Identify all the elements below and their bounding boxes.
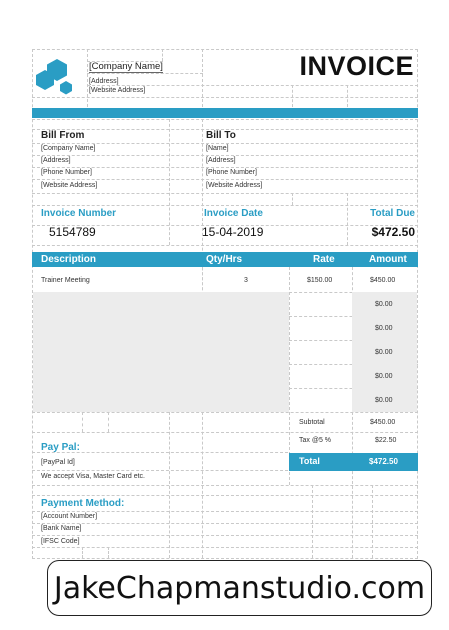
invoice-date-value: 15-04-2019 [202, 225, 264, 239]
subtotal-value: $450.00 [370, 419, 396, 426]
bill-from-heading: Bill From [41, 130, 85, 141]
payment-line: [Bank Name] [41, 525, 82, 532]
col-qty-header: Qty/Hrs [206, 254, 243, 265]
table-row-amount: $0.00 [375, 349, 393, 356]
table-row-amount: $0.00 [375, 397, 393, 404]
table-row-qty: 3 [244, 277, 248, 284]
header-accent-bar [32, 108, 418, 118]
total-value: $472.50 [369, 457, 398, 466]
table-row-rate: $150.00 [307, 277, 333, 284]
subtotal-label: Subtotal [299, 419, 325, 426]
invoice-title: INVOICE [299, 51, 414, 81]
table-row-description: Trainer Meeting [41, 277, 90, 284]
company-address: [Address] [89, 78, 119, 85]
description-shade [33, 292, 289, 412]
bill-to-line: [Name] [206, 145, 229, 152]
company-name: [Company Name] [89, 61, 163, 72]
table-row-amount: $0.00 [375, 301, 393, 308]
invoice-number-value: 5154789 [49, 225, 96, 239]
col-rate-header: Rate [313, 254, 335, 265]
hexagon-cluster-logo-icon [32, 57, 74, 95]
table-row-amount: $0.00 [375, 325, 393, 332]
invoice-date-label: Invoice Date [204, 208, 263, 219]
payment-line: [Account Number] [41, 513, 98, 520]
watermark-banner: JakeChapmanstudio.com [47, 560, 432, 616]
bill-from-line: [Address] [41, 157, 71, 164]
paypal-id: [PayPal Id] [41, 459, 75, 466]
company-website: [Website Address] [89, 87, 146, 94]
payment-line: [IFSC Code] [41, 538, 80, 545]
bill-to-line: [Phone Number] [206, 169, 257, 176]
total-label: Total [299, 456, 320, 466]
bill-from-line: [Phone Number] [41, 169, 92, 176]
bill-to-line: [Address] [206, 157, 236, 164]
bill-to-heading: Bill To [206, 130, 236, 141]
table-row-amount: $450.00 [370, 277, 396, 284]
table-row-amount: $0.00 [375, 373, 393, 380]
payment-method-heading: Payment Method: [41, 498, 125, 509]
bill-from-line: [Company Name] [41, 145, 96, 152]
invoice-sheet [32, 49, 418, 559]
tax-value: $22.50 [375, 437, 397, 444]
total-due-value: $472.50 [371, 225, 415, 239]
paypal-heading: Pay Pal: [41, 442, 80, 453]
paypal-note: We accept Visa, Master Card etc. [41, 473, 146, 480]
bill-to-line: [Website Address] [206, 182, 263, 189]
col-amount-header: Amount [369, 254, 407, 265]
total-due-label: Total Due [370, 208, 415, 219]
invoice-number-label: Invoice Number [41, 208, 117, 219]
bill-from-line: [Website Address] [41, 182, 98, 189]
tax-label: Tax @5 % [299, 437, 332, 444]
col-description-header: Description [41, 254, 97, 265]
